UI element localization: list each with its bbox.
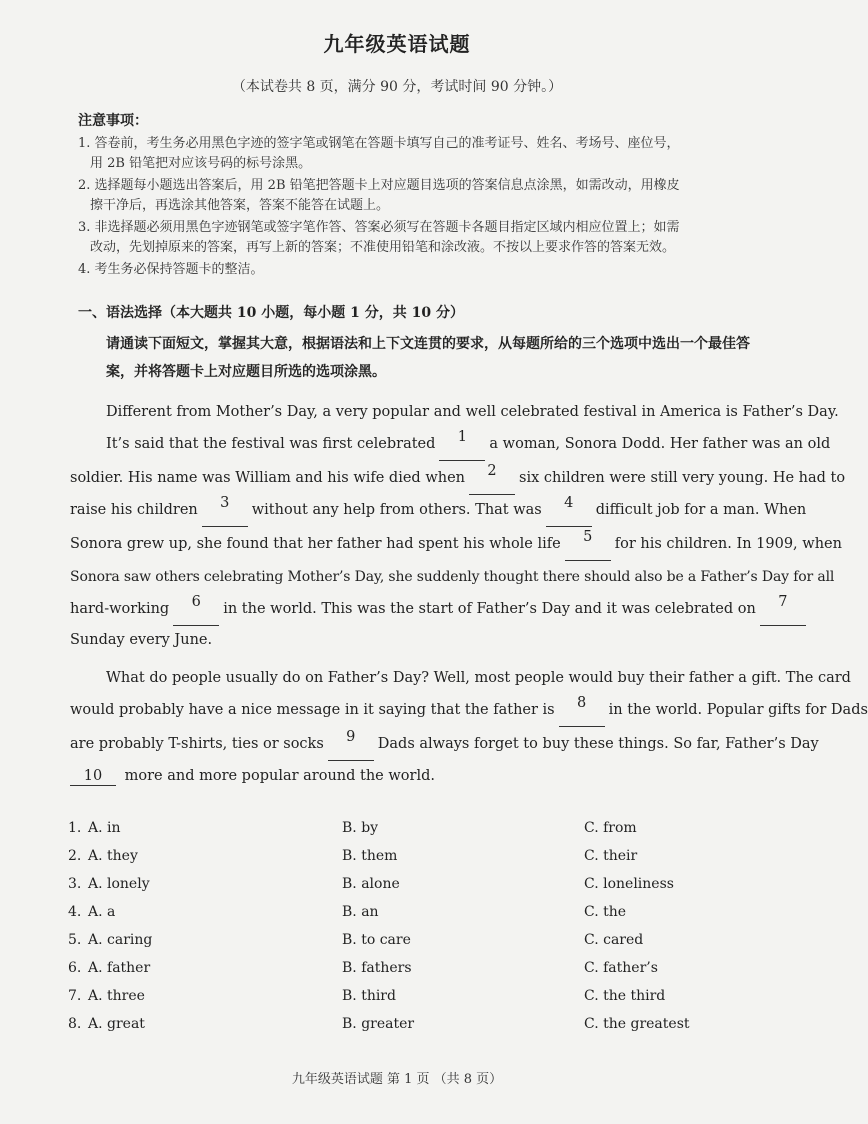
answer-blank: 1 — [439, 428, 485, 461]
note-item — [78, 260, 758, 280]
question-number: 6. — [68, 960, 82, 976]
passage-text: It’s said that the festival was first celebrated — [106, 436, 436, 452]
option-a: A. father — [88, 960, 151, 976]
answer-blank: 6 — [173, 593, 219, 626]
note-line: 擦干净后，再选涂其他答案，答案不能答在试题上。 — [90, 198, 390, 213]
passage-text: What do people usually do on Father’s Day? Well, most people would buy their father a gift. The card — [106, 670, 851, 686]
answer-blank: 8 — [559, 694, 605, 727]
note-item — [78, 134, 758, 174]
page-footer: 九年级英语试题 第 1 页 （共 8 页） — [291, 1072, 503, 1087]
passage-text: more and more popular around the world. — [124, 768, 435, 784]
passage-line — [70, 528, 842, 561]
option-b: B. to care — [342, 932, 411, 948]
passage-line — [70, 396, 839, 429]
option-a: A. great — [88, 1016, 145, 1032]
passage-line — [70, 760, 764, 793]
question-number: 1. — [68, 820, 82, 836]
option-b: B. fathers — [342, 960, 412, 976]
option-a: A. a — [88, 904, 116, 920]
exam-title: 九年级英语试题 — [323, 32, 471, 56]
option-c: C. the — [584, 904, 627, 920]
passage-line — [70, 662, 851, 695]
option-c: C. their — [584, 848, 638, 864]
answer-blank: 2 — [469, 462, 515, 495]
section-instruction: 请通读下面短文，掌握其大意，根据语法和上下文连贯的要求，从每题所给的三个选项中选出一个最佳答案，并将答题卡上对应题目所选的选项涂黑。 — [106, 336, 750, 380]
question-number: 5. — [68, 932, 82, 948]
passage-text: Sunday every June. — [70, 632, 213, 648]
passage-text: without any help from others. That was — [251, 502, 542, 518]
answer-blank: 5 — [565, 528, 611, 561]
passage-line — [70, 428, 831, 461]
option-b: B. third — [342, 988, 396, 1004]
answer-blank: 3 — [202, 494, 248, 527]
passage-text: for his children. In 1909, when — [614, 536, 842, 552]
option-b: B. greater — [342, 1016, 415, 1032]
option-b: B. by — [342, 820, 379, 836]
note-item — [78, 176, 758, 216]
passage-text: Different from Mother’s Day, a very popular and well celebrated festival in America is Father’s Day. — [106, 404, 839, 420]
answer-blank: 10 — [70, 767, 116, 786]
option-b: B. them — [342, 848, 398, 864]
passage-text: a woman, Sonora Dodd. Her father was an old — [489, 436, 831, 452]
passage-line — [70, 624, 764, 657]
option-c: C. from — [584, 820, 637, 836]
note-line: 1. 答卷前，考生务必用黑色字迹的签字笔或钢笔在答题卡填写自己的准考证号、姓名、考场号、座位号， — [78, 136, 680, 151]
section-heading: 一、语法选择（本大题共 10 小题，每小题 1 分，共 10 分） — [78, 305, 464, 321]
option-a: A. they — [88, 848, 138, 864]
passage-text: Sonora saw others celebrating Mother’s Day, she suddenly thought there should also be a Father’s Day for all — [70, 569, 835, 585]
option-c: C. the third — [584, 988, 666, 1004]
note-item — [78, 218, 758, 258]
note-line: 3. 非选择题必须用黑色字迹钢笔或签字笔作答、答案必须写在答题卡各题目指定区域内相应位置上；如需 — [78, 220, 680, 235]
option-c: C. loneliness — [584, 876, 674, 892]
passage-text: Sonora grew up, she found that her father had spent his whole life — [70, 536, 561, 552]
option-a: A. lonely — [88, 876, 150, 892]
option-b: B. an — [342, 904, 379, 920]
passage-text: raise his children — [70, 502, 198, 518]
exam-subtitle: （本试卷共 8 页，满分 90 分，考试时间 90 分钟。） — [231, 79, 563, 95]
passage-line — [70, 728, 819, 761]
option-a: A. caring — [88, 932, 153, 948]
question-number: 4. — [68, 904, 82, 920]
option-c: C. cared — [584, 932, 644, 948]
passage-text: in the world. This was the start of Father’s Day and it was celebrated on — [223, 601, 756, 617]
notes-heading: 注意事项： — [78, 113, 148, 129]
question-number: 8. — [68, 1016, 82, 1032]
passage-text: in the world. Popular gifts for Dads — [608, 702, 868, 718]
passage-line — [70, 494, 807, 527]
passage-line — [70, 694, 868, 727]
question-number: 7. — [68, 988, 82, 1004]
option-c: C. father’s — [584, 960, 658, 976]
option-c: C. the greatest — [584, 1016, 690, 1032]
passage-text: soldier. His name was William and his wife died when — [70, 470, 465, 486]
passage-line — [70, 561, 835, 594]
question-number: 3. — [68, 876, 82, 892]
passage-text: would probably have a nice message in it saying that the father is — [70, 702, 555, 718]
answer-blank: 9 — [328, 728, 374, 761]
answer-blank: 7 — [760, 593, 806, 626]
question-number: 2. — [68, 848, 82, 864]
passage-text: hard-working — [70, 601, 170, 617]
passage-line — [70, 593, 788, 626]
option-b: B. alone — [342, 876, 400, 892]
passage-text: Dads always forget to buy these things. So far, Father’s Day — [377, 736, 819, 752]
note-line: 用 2B 铅笔把对应该号码的标号涂黑。 — [90, 156, 312, 171]
passage-text: six children were still very young. He had to — [519, 470, 846, 486]
note-line: 2. 选择题每小题选出答案后，用 2B 铅笔把答题卡上对应题目选项的答案信息点涂黑，如需改动，用橡皮 — [78, 178, 680, 193]
passage-text: difficult job for a man. When — [595, 502, 807, 518]
option-a: A. three — [88, 988, 145, 1004]
note-line: 4. 考生务必保持答题卡的整洁。 — [78, 262, 264, 277]
passage-line — [70, 462, 846, 495]
option-a: A. in — [88, 820, 121, 836]
note-line: 改动，先划掉原来的答案，再写上新的答案；不准使用铅笔和涂改液。不按以上要求作答的答案无效。 — [90, 240, 676, 255]
answer-blank: 4 — [546, 494, 592, 527]
passage-text: are probably T-shirts, ties or socks — [70, 736, 324, 752]
